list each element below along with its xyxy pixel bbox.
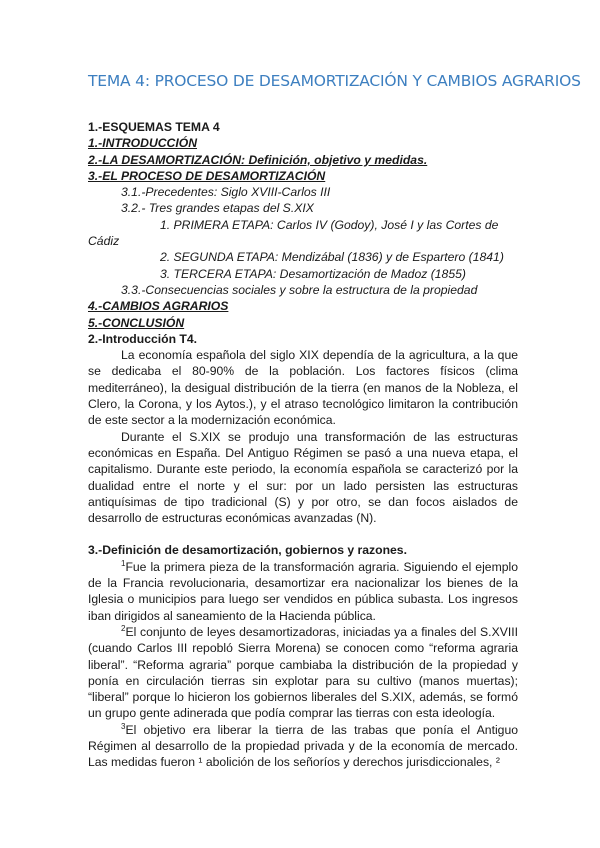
footnote-marker-1: 1 [121, 558, 126, 568]
definition-paragraph-2 [88, 624, 518, 722]
intro-paragraph-2-text: Durante el S.XIX se produjo una transformación de las estructuras económicas en España. Del Antiguo Régimen se pasó a una nueva etapa, el capitalismo. Durante este periodo, la economía española se caracterizó por la dualidad entre el norte y el sur: por un lado persisten las estructuras antiquísimas de tipo tradicional (S) y por otro, se dan focos aislados de desarrollo de estructuras económicas avanzadas (N). [88, 429, 518, 526]
outline-heading: 1.-ESQUEMAS TEMA 4 [88, 120, 220, 134]
outline-stage-3: 3. TERCERA ETAPA: Desamortización de Madoz (1855) [160, 266, 466, 281]
outline-subitem-etapas: 3.2.- Tres grandes etapas del S.XIX [121, 201, 314, 216]
footnote-marker-3: 3 [121, 721, 126, 731]
outline-item-proceso: 3.-EL PROCESO DE DESAMORTIZACIÓN [88, 168, 326, 183]
intro-paragraph-1-text: La economía española del siglo XIX dependía de la agricultura, a la que se dedicaba el 80-90% de la población. Los factores físicos (clima mediterráneo), la desigual distribución de la tierra (en manos de la Nobleza, el Clero, la Corona, y los Aytos.), y el atraso tecnológico limitaron la contribución de este sector a la modernización económica. [88, 348, 518, 428]
intro-paragraph-1 [88, 347, 518, 428]
document-title: TEMA 4: PROCESO DE DESAMORTIZACIÓN Y CAMBIOS AGRARIOS [88, 72, 581, 90]
outline-item-introduccion: 1.-INTRODUCCIÓN [88, 136, 198, 151]
definition-paragraph-2-text: El conjunto de leyes desamortizadoras, iniciadas ya a finales del S.XVIII (cuando Carlos III repobló Sierra Morena) se conocen como “reforma agraria liberal”. “Reforma agraria” porque cambiaba la distribución de la propiedad y ponía en circulación tierras sin explotar para su cultivo (manos muertas); “liberal” porque lo hicieron los gobiernos liberales del S.XIX, además, se formó un grupo gente adinerada que podía comprar las tierras con esta ideología. [88, 624, 518, 721]
definition-heading: 3.-Definición de desamortización, gobiernos y razones. [88, 543, 407, 558]
outline-item-desamortizacion: 2.-LA DESAMORTIZACIÓN: Definición, objetivo y medidas. [88, 152, 428, 167]
definition-paragraph-3 [88, 722, 518, 771]
definition-paragraph-3-text: El objetivo era liberar la tierra de las trabas que ponía el Antiguo Régimen al desarrollo de la propiedad privada y de la economía de mercado. Las medidas fueron ¹ abolición de los señoríos y derechos jurisdiccionales, ² [88, 722, 518, 770]
intro-paragraph-2 [88, 429, 518, 527]
definition-paragraph-1 [88, 559, 518, 624]
outline-stage-1-continued: Cádiz [88, 234, 120, 249]
outline-item-conclusion: 5.-CONCLUSIÓN [88, 315, 185, 330]
outline-subitem-precedentes: 3.1.-Precedentes: Siglo XVIII-Carlos III [121, 185, 331, 200]
footnote-marker-2: 2 [121, 623, 126, 633]
outline-subitem-consecuencias: 3.3.-Consecuencias sociales y sobre la estructura de la propiedad [121, 282, 478, 297]
outline-stage-1: 1. PRIMERA ETAPA: Carlos IV (Godoy), José I y las Cortes de [160, 217, 499, 232]
definition-paragraph-1-text: Fue la primera pieza de la transformación agraria. Siguiendo el ejemplo de la Francia revolucionaria, desamortizar era nacionalizar los bienes de la Iglesia o municipios para luego ser vendidos en pública subasta. Los ingresos iban dirigidos al saneamiento de la Hacienda pública. [88, 559, 518, 623]
document-body [88, 119, 518, 771]
outline-item-cambios-agrarios: 4.-CAMBIOS AGRARIOS [88, 299, 229, 314]
intro-heading: 2.-Introducción T4. [88, 331, 198, 346]
outline-stage-2: 2. SEGUNDA ETAPA: Mendizábal (1836) y de Espartero (1841) [160, 250, 504, 265]
